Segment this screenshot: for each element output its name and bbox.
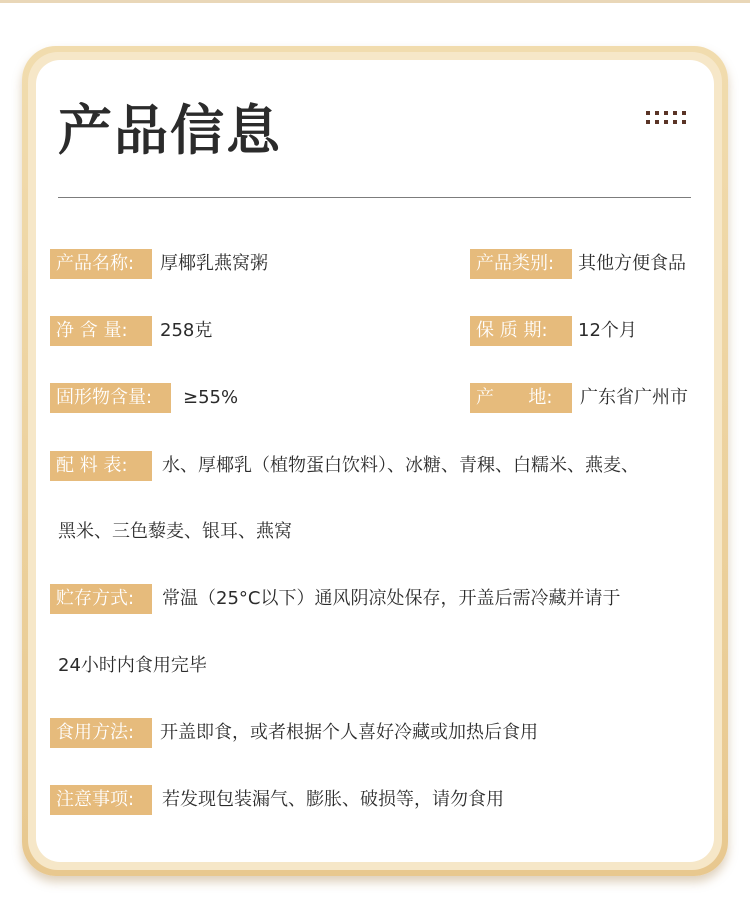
storage-label: 贮存方式: xyxy=(50,584,152,614)
notice-label: 注意事项: xyxy=(50,785,152,815)
ingredients-line1: 水、厚椰乳（植物蛋白饮料）、冰糖、青稞、白糯米、燕麦、 xyxy=(162,455,639,476)
origin-label: 产 地: xyxy=(470,383,572,413)
ingredients-line2: 黑米、三色藜麦、银耳、燕窝 xyxy=(58,521,292,542)
net-content-label: 净 含 量: xyxy=(50,316,152,346)
notice-value: 若发现包装漏气、膨胀、破损等，请勿食用 xyxy=(162,789,504,810)
net-content-value: 258克 xyxy=(160,320,213,341)
product-category-value: 其他方便食品 xyxy=(578,253,686,274)
product-name-label: 产品名称: xyxy=(50,249,152,279)
ingredients-label: 配 料 表: xyxy=(50,451,152,481)
page-title: 产品信息 xyxy=(58,99,282,162)
top-border-line xyxy=(0,0,750,3)
title-divider xyxy=(58,197,691,198)
product-name-value: 厚椰乳燕窝粥 xyxy=(160,253,268,274)
product-category-label: 产品类别: xyxy=(470,249,572,279)
solid-content-label: 固形物含量: xyxy=(50,383,171,413)
storage-line2: 24小时内食用完毕 xyxy=(58,655,207,676)
shelf-life-label: 保 质 期: xyxy=(470,316,572,346)
origin-value: 广东省广州市 xyxy=(580,387,688,408)
solid-content-value: ≥55% xyxy=(183,387,239,408)
usage-label: 食用方法: xyxy=(50,718,152,748)
usage-value: 开盖即食，或者根据个人喜好冷藏或加热后食用 xyxy=(160,722,538,743)
storage-line1: 常温（25°C以下）通风阴凉处保存，开盖后需冷藏并请于 xyxy=(162,588,621,609)
dots-decoration-icon xyxy=(646,111,686,125)
shelf-life-value: 12个月 xyxy=(578,320,637,341)
